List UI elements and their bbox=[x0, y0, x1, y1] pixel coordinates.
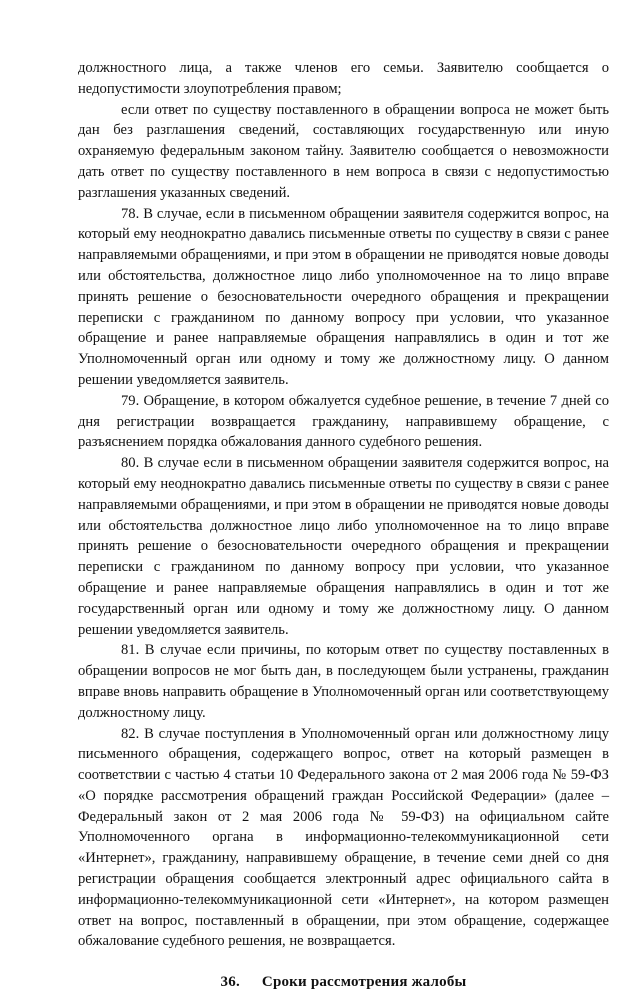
paragraph-78: 78. В случае, если в письменном обращении заявителя содержится вопрос, на который ему неоднократно давались письменные ответы по существу в связи с ранее направляемыми обращениями, и при этом в обращении не приводятся новые доводы или обстоятельства, должностное лицо либо уполномоченное на то лицо вправе принять решение о безосновательности очередного обращения и прекращении переписки с гражданином по данному вопросу при условии, что указанное обращение и ранее направляемые обращения направлялись в один и тот же Уполномоченный орган или одному и тому же должностному лицу. О данном решении уведомляется заявитель. bbox=[78, 205, 609, 388]
paragraph-2: если ответ по существу поставленного в обращении вопроса не может быть дан без разглашения сведений, составляющих государственную или иную охраняемую федеральным законом тайну. Заявителю сообщается о невозможности дать ответ по существу поставленного в нем вопроса в связи с недопустимостью разглашения указанных сведений. bbox=[78, 101, 609, 201]
section-title: Сроки рассмотрения жалобы bbox=[261, 974, 467, 991]
paragraph-1: должностного лица, а также членов его семьи. Заявителю сообщается о недопустимости злоупотребления правом; bbox=[78, 60, 609, 97]
section-number: 36. bbox=[220, 974, 240, 991]
document-page bbox=[78, 58, 609, 993]
section-heading bbox=[78, 972, 609, 993]
paragraph-81: 81. В случае если причины, по которым ответ по существу поставленных в обращении вопросов не мог быть дан, в последующем были устранены, гражданин вправе вновь направить обращение в Уполномоченный орган или соответствующему должностному лицу. bbox=[78, 642, 609, 721]
paragraph-80: 80. В случае если в письменном обращении заявителя содержится вопрос, на который ему неоднократно давались письменные ответы по существу в связи с ранее направляемыми обращениями, и при этом в обращении не приводятся новые доводы или обстоятельства должностное лицо либо уполномоченное на то лицо вправе принять решение о безосновательности очередного обращения и прекращении переписки с гражданином по данному вопросу при условии, что указанное обращение и ранее направляемые обращения направлялись в один и тот же государственный орган или одному и тому же должностному лицу. О данном решении уведомляется заявитель. bbox=[78, 455, 609, 638]
paragraph-79: 79. Обращение, в котором обжалуется судебное решение, в течение 7 дней со дня регистрации возвращается гражданину, направившему обращение, с разъяснением порядка обжалования данного судебного решения. bbox=[78, 392, 609, 451]
paragraph-82: 82. В случае поступления в Уполномоченный орган или должностному лицу письменного обращения, содержащего вопрос, ответ на который размещен в соответствии с частью 4 статьи 10 Федерального закона от 2 мая 2006 года № 59-ФЗ «О порядке рассмотрения обращений граждан Российской Федерации» (далее – Федеральный закон от 2 мая 2006 года № 59-ФЗ) на официальном сайте Уполномоченного органа в информационно-телекоммуникационной сети «Интернет», гражданину, направившему обращение, в течение семи дней со дня регистрации обращения сообщается электронный адрес официального сайта в информационно-телекоммуникационной сети «Интернет», на котором размещен ответ на вопрос, поставленный в обращении, при этом обращение, содержащее обжалование судебного решения, не возвращается. bbox=[78, 725, 609, 950]
